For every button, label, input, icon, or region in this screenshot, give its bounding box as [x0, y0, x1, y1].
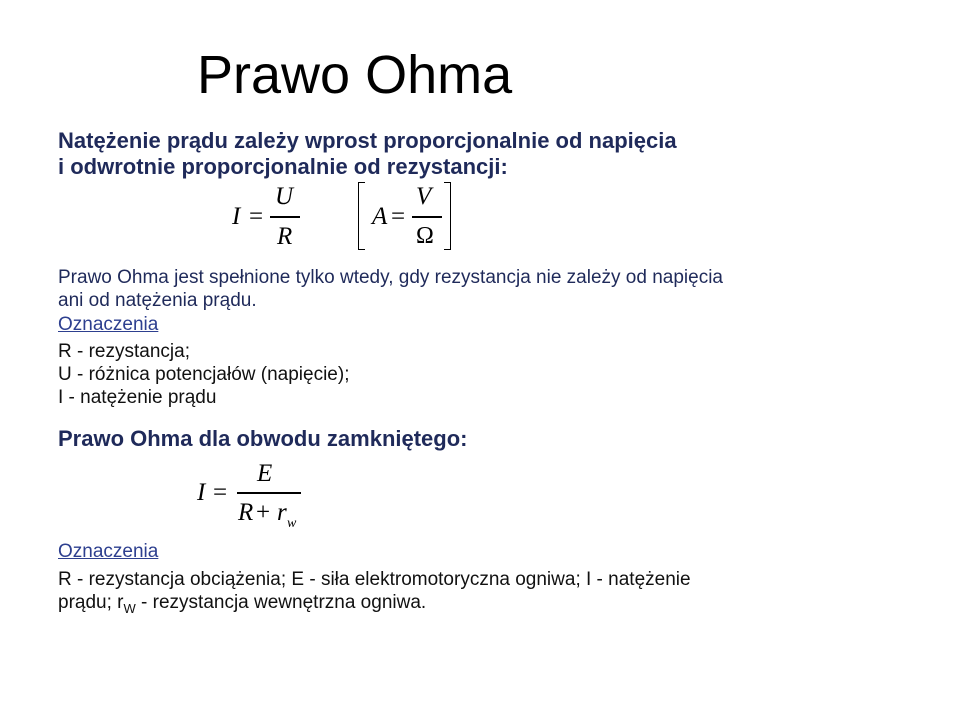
ohm-formula-denominator: R: [277, 223, 293, 250]
unit-formula-lhs: A: [372, 203, 388, 230]
condition-text: [58, 266, 723, 312]
intro-text: [58, 128, 677, 180]
legend-1: [58, 313, 349, 409]
legend-2-heading: Oznaczenia: [58, 541, 159, 562]
legend-2-line-2-suffix: - rezystancja wewnętrzna ogniwa.: [135, 592, 427, 613]
legend-2-line-2-prefix: prądu; r: [58, 592, 124, 613]
closed-formula-lhs: I: [197, 479, 206, 506]
legend-2: [58, 540, 691, 620]
ohm-formula-fraction-bar: [270, 216, 300, 218]
legend-2-line-1: R - rezystancja obciążenia; E - siła elektromotoryczna ogniwa; I - natężenie: [58, 569, 691, 590]
closed-formula-equals: =: [213, 479, 228, 506]
legend-1-item: R - rezystancja;: [58, 341, 190, 362]
condition-line-2: ani od natężenia prądu.: [58, 290, 257, 311]
closed-formula-den-plus: +: [256, 499, 271, 526]
legend-1-heading: Oznaczenia: [58, 314, 159, 335]
intro-line-1: Natężenie prądu zależy wprost proporcjonalnie od napięcia: [58, 128, 677, 153]
closed-formula-den-r: R: [238, 499, 254, 526]
page-title: Prawo Ohma: [197, 45, 513, 105]
closed-formula-den-rw: r: [277, 499, 287, 526]
condition-line-1: Prawo Ohma jest spełnione tylko wtedy, gdy rezystancja nie zależy od napięcia: [58, 267, 723, 288]
closed-formula-numerator: E: [257, 460, 273, 487]
legend-1-item: U - różnica potencjałów (napięcie);: [58, 364, 350, 385]
ohm-formula-equals: =: [249, 203, 264, 230]
legend-2-line-2: [58, 591, 691, 620]
unit-formula-denominator: Ω: [416, 223, 434, 249]
closed-circuit-heading: Prawo Ohma dla obwodu zamkniętego:: [58, 426, 468, 451]
unit-formula-right-bracket: [444, 182, 451, 250]
legend-2-line-2-subscript: W: [123, 600, 136, 616]
closed-formula-den-subscript: w: [287, 516, 297, 531]
closed-formula-fraction-bar: [237, 492, 301, 494]
intro-line-2: i odwrotnie proporcjonalnie od rezystancji:: [58, 154, 508, 179]
legend-1-item: I - natężenie prądu: [58, 387, 217, 408]
unit-formula-left-bracket: [358, 182, 365, 250]
unit-formula-numerator: V: [416, 183, 432, 210]
ohm-formula-numerator: U: [275, 183, 294, 210]
unit-formula-equals: =: [391, 203, 406, 230]
ohm-formula-lhs: I: [232, 203, 241, 230]
unit-formula-fraction-bar: [412, 216, 442, 218]
